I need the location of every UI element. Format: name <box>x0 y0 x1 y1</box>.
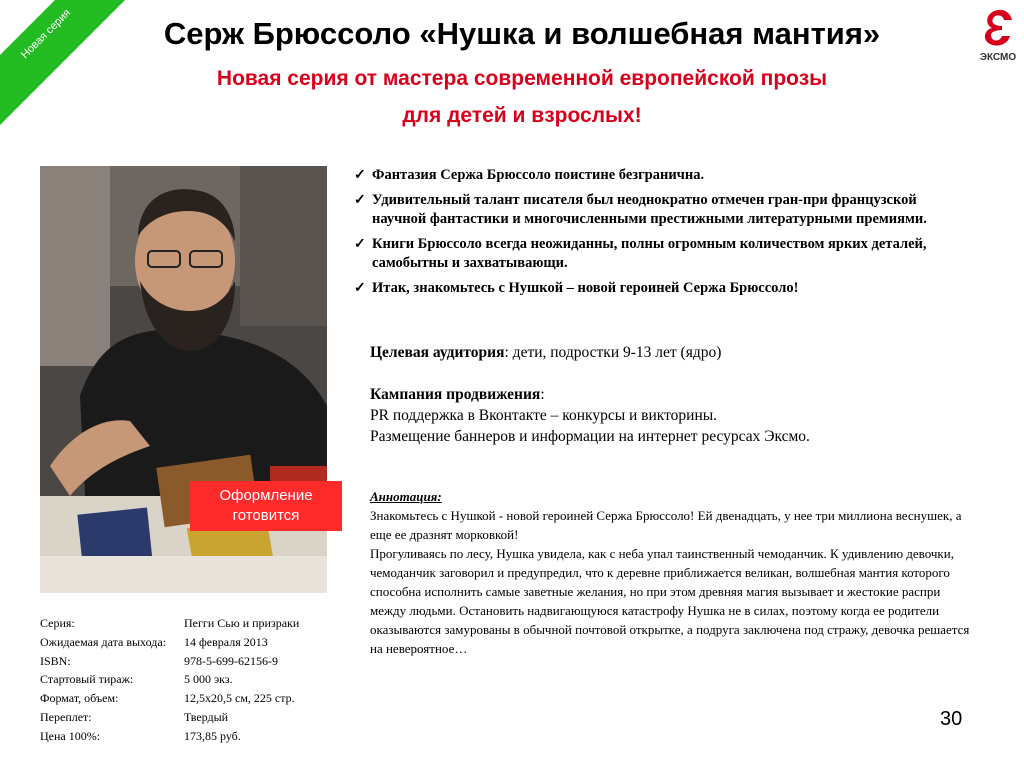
annotation-paragraph-1: Знакомьтесь с Нушкой - новой героиней Сержа Брюссоло! Ей двенадцать, у нее три миллиона веснушек, а еще ее дразнят морковкой! <box>370 508 962 542</box>
table-row <box>40 691 340 710</box>
detail-key: Цена 100%: <box>40 728 101 743</box>
design-pending-badge: Оформление готовится <box>190 481 342 531</box>
table-row <box>40 654 340 673</box>
checkmark-icon: ✓ <box>354 237 366 252</box>
eksmo-logo-text: ЭКСМО <box>979 52 1017 63</box>
book-details-table <box>40 616 340 748</box>
detail-key: Ожидаемая дата выхода: <box>40 634 167 649</box>
annotation-paragraph-2: Прогуливаясь по лесу, Нушка увидела, как с неба упал таинственный чемоданчик. К удивлению девочки, чемоданчик заговорил и предупредил, что к деревне приближается великан, волшебная мантия которого способна исполнить самые заветные желания, но при этом древняя магия вызывает и жестокие распри между людьми. Остановить надвигающуюся катастрофу Нушка не в силах, поэтому когда ее родители оказываются замурованы в обычной почтовой открытке, а подруга заключена под стражу, девочка решается на невероятное… <box>370 546 970 656</box>
table-row <box>40 710 340 729</box>
table-row <box>40 616 340 635</box>
detail-value: Пегги Сью и призраки <box>184 616 300 630</box>
list-item <box>352 235 962 273</box>
detail-value: 173,85 руб. <box>184 728 241 743</box>
target-audience-label: Целевая аудитория <box>370 344 505 361</box>
annotation-heading: Аннотация: <box>370 489 442 504</box>
feature-bullet-list <box>352 166 962 304</box>
table-row <box>40 672 340 691</box>
eksmo-logo-icon <box>972 6 1024 52</box>
table-row <box>40 635 340 654</box>
target-audience <box>370 342 970 363</box>
campaign-line-2: Размещение баннеров и информации на интернет ресурсах Эксмо. <box>370 428 810 445</box>
bullet-text: Удивительный талант писателя был неоднократно отмечен гран-при французской научной фантастики и многочисленными престижными литературными премиями. <box>372 192 927 227</box>
bullet-text: Фантазия Сержа Брюссоло поистине безгранична. <box>372 167 705 183</box>
subtitle-line-1: Новая серия от мастера современной европейской прозы <box>216 67 828 90</box>
detail-key: Формат, объем: <box>40 691 119 706</box>
list-item <box>352 166 962 185</box>
checkmark-icon: ✓ <box>354 168 366 183</box>
ribbon-label: Новая серия <box>18 6 74 62</box>
checkmark-icon: ✓ <box>354 281 366 296</box>
book-annotation <box>370 487 975 658</box>
detail-value: 12,5x20,5 см, 225 стр. <box>184 691 295 706</box>
table-row <box>40 729 340 748</box>
bullet-text: Итак, знакомьтесь с Нушкой – новой героиней Сержа Брюссоло! <box>372 280 799 296</box>
campaign-label: Кампания продвижения <box>370 386 541 403</box>
campaign-colon: : <box>540 386 545 403</box>
detail-key: Стартовый тираж: <box>40 672 134 687</box>
checkmark-icon: ✓ <box>354 193 366 208</box>
target-audience-value: : дети, подростки 9-13 лет (ядро) <box>504 344 722 361</box>
detail-value: 978-5-699-62156-9 <box>184 653 278 668</box>
bullet-text: Книги Брюссоло всегда неожиданны, полны огромным количеством ярких деталей, самобытны и захватывающи. <box>372 236 927 271</box>
detail-value: Твердый <box>184 709 229 724</box>
list-item <box>352 279 962 298</box>
subtitle-line-2: для детей и взрослых! <box>402 104 642 127</box>
detail-value: 14 февраля 2013 <box>184 634 268 649</box>
promotion-campaign <box>370 384 970 447</box>
detail-key: Серия: <box>40 616 75 630</box>
detail-value: 5 000 экз. <box>184 672 233 687</box>
campaign-line-1: PR поддержка в Вконтакте – конкурсы и викторины. <box>370 407 718 424</box>
page-number: 30 <box>940 708 963 730</box>
detail-key: Переплет: <box>40 709 92 724</box>
list-item <box>352 191 962 229</box>
page-title: Серж Брюссоло «Нушка и волшебная мантия» <box>163 16 881 51</box>
detail-key: ISBN: <box>40 653 71 668</box>
eksmo-logo <box>972 6 1024 66</box>
